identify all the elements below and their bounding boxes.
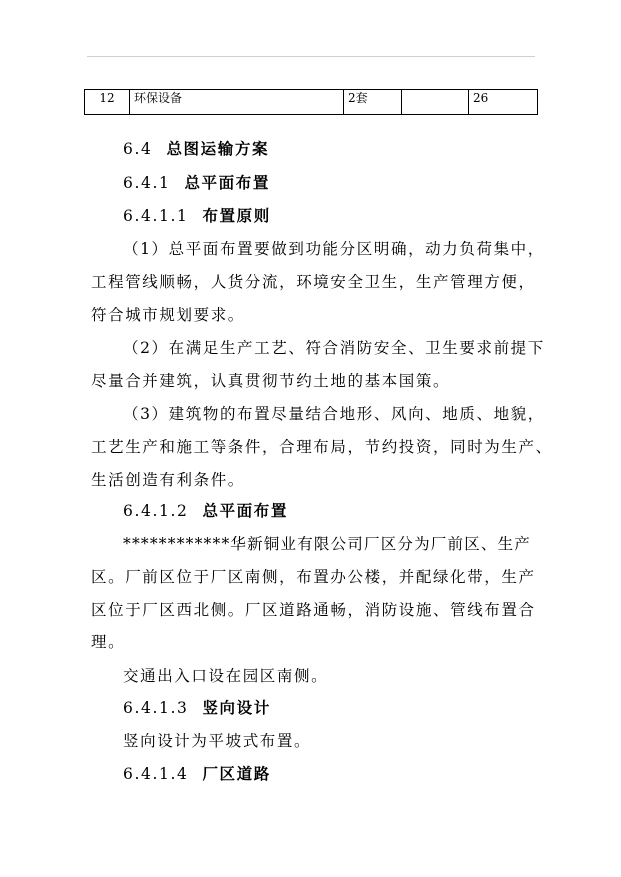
paragraph-line: 符合城市规划要求。 — [91, 306, 245, 324]
section-heading-6-4-1-4: 6.4.1.4 厂区道路 — [123, 765, 271, 783]
paragraph-line: 生活创造有利条件。 — [91, 471, 245, 489]
row-number: 12 — [85, 90, 130, 115]
equipment-table — [84, 89, 538, 115]
paragraph-line: 工程管线顺畅，人货分流，环境安全卫生，生产管理方便， — [91, 273, 536, 291]
section-heading-6-4-1-1: 6.4.1.1 布置原则 — [123, 207, 271, 225]
paragraph-line: 尽量合并建筑，认真贯彻节约土地的基本国策。 — [91, 372, 451, 390]
table-row — [85, 90, 538, 115]
paragraph-line: （3）建筑物的布置尽量结合地形、风向、地质、地貌， — [123, 405, 545, 423]
paragraph-line: 交通出入口设在园区南侧。 — [123, 667, 329, 685]
section-heading-6-4-1-2: 6.4.1.2 总平面布置 — [123, 502, 288, 520]
header-rule — [87, 56, 535, 57]
paragraph-line: 区。厂前区位于厂区南侧，布置办公楼，并配绿化带，生产 — [91, 568, 536, 586]
equipment-quantity: 2套 — [344, 90, 402, 115]
paragraph-line: 理。 — [91, 633, 126, 651]
equipment-name: 环保设备 — [130, 90, 344, 115]
paragraph-line: 工艺生产和施工等条件，合理布局，节约投资，同时为生产、 — [91, 438, 553, 456]
empty-cell — [402, 90, 469, 115]
section-heading-6-4: 6.4 总图运输方案 — [123, 140, 270, 158]
equipment-value: 26 — [469, 90, 538, 115]
paragraph-line: （1）总平面布置要做到功能分区明确，动力负荷集中， — [123, 240, 545, 258]
section-heading-6-4-1: 6.4.1 总平面布置 — [123, 174, 270, 192]
paragraph-line: ************华新铜业有限公司厂区分为厂前区、生产 — [123, 535, 532, 553]
paragraph-line: 区位于厂区西北侧。厂区道路通畅，消防设施、管线布置合 — [91, 601, 536, 619]
section-heading-6-4-1-3: 6.4.1.3 竖向设计 — [123, 699, 271, 717]
paragraph-line: 竖向设计为平坡式布置。 — [123, 732, 312, 750]
paragraph-line: （2）在满足生产工艺、符合消防安全、卫生要求前提下 — [123, 339, 545, 357]
